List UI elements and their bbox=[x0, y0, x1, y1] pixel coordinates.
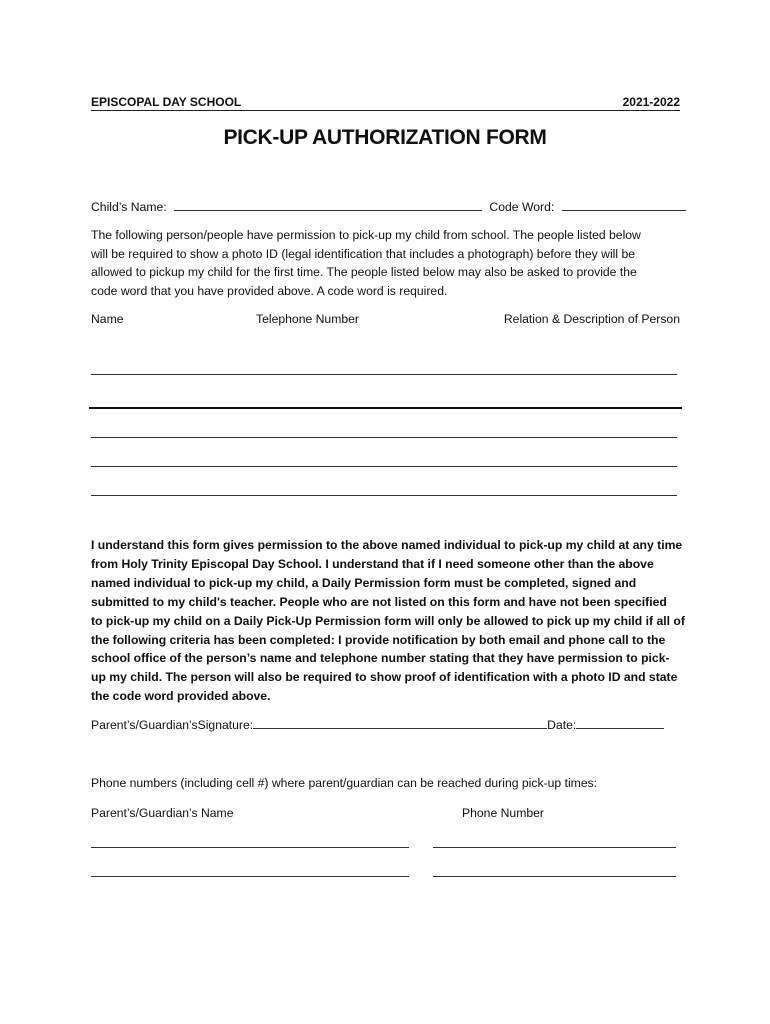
agreement-line: the code word provided above. bbox=[91, 689, 271, 704]
phone-section-intro: Phone numbers (including cell #) where parent/guardian can be reached during pick-up times: bbox=[91, 776, 598, 790]
authorized-person-line-4[interactable] bbox=[91, 495, 677, 496]
section-divider bbox=[89, 407, 682, 409]
signature-row bbox=[91, 716, 664, 732]
code-word-label: Code Word: bbox=[489, 200, 555, 214]
date-field[interactable] bbox=[576, 716, 664, 729]
guardian-name-line-1[interactable] bbox=[91, 847, 409, 848]
page-title: PICK-UP AUTHORIZATION FORM bbox=[223, 126, 547, 149]
agreement-line: submitted to my child's teacher. People who are not listed on this form and have not been specified bbox=[91, 594, 667, 609]
column-name-label: Name bbox=[91, 312, 124, 326]
column-relation-label: Relation & Description of Person bbox=[503, 312, 680, 326]
agreement-line: I understand this form gives permission to the above named individual to pick-up my child at any time bbox=[91, 538, 683, 552]
header-rule bbox=[91, 110, 680, 111]
guardian-name-label: Parent’s/Guardian’s Name bbox=[91, 806, 234, 820]
child-name-row bbox=[91, 198, 686, 217]
agreement-line: the following criteria has been completed: I provide notification by both email and phone call to the bbox=[91, 632, 666, 647]
agreement-line: from Holy Trinity Episcopal Day School. I understand that if I need someone other than the above bbox=[91, 556, 654, 571]
agreement-line: school office of the person’s name and telephone number stating that they have permission to pick- bbox=[91, 651, 670, 666]
guardian-name-line-2[interactable] bbox=[91, 876, 409, 877]
agreement-line: up my child. The person will also be required to show proof of identification with a photo ID and state bbox=[91, 670, 678, 685]
intro-line: allowed to pickup my child for the first time. The people listed below may also be asked to provide the bbox=[91, 265, 637, 279]
guardian-phone-line-1[interactable] bbox=[433, 847, 676, 848]
signature-label: Parent’s/Guardian’sSignature: bbox=[91, 718, 254, 732]
child-name-field[interactable] bbox=[174, 198, 482, 211]
authorized-person-line-1[interactable] bbox=[91, 374, 677, 375]
guardian-phone-label: Phone Number bbox=[462, 806, 544, 820]
authorized-person-line-3[interactable] bbox=[91, 466, 677, 467]
school-name: EPISCOPAL DAY SCHOOL bbox=[91, 95, 242, 109]
intro-paragraph bbox=[91, 226, 681, 300]
agreement-line: named individual to pick-up my child, a Daily Permission form must be completed, signed and bbox=[91, 575, 637, 590]
agreement-line: to pick-up my child on a Daily Pick-Up Permission form will only be allowed to pick up my child if all of bbox=[91, 613, 685, 628]
signature-field[interactable] bbox=[253, 716, 547, 729]
guardian-phone-line-2[interactable] bbox=[433, 876, 676, 877]
intro-line: code word that you have provided above. A code word is required. bbox=[91, 283, 448, 298]
intro-line: will be required to show a photo ID (legal identification that includes a photograph) before they will be bbox=[91, 246, 636, 261]
authorized-person-line-2[interactable] bbox=[91, 437, 677, 438]
child-name-label: Child’s Name: bbox=[91, 200, 167, 214]
column-telephone-label: Telephone Number bbox=[256, 312, 359, 326]
intro-line: The following person/people have permission to pick-up my child from school. The people listed below bbox=[91, 228, 641, 242]
agreement-paragraph bbox=[91, 536, 683, 706]
date-label: Date: bbox=[547, 718, 577, 732]
school-year: 2021-2022 bbox=[622, 95, 680, 109]
code-word-field[interactable] bbox=[562, 198, 686, 211]
